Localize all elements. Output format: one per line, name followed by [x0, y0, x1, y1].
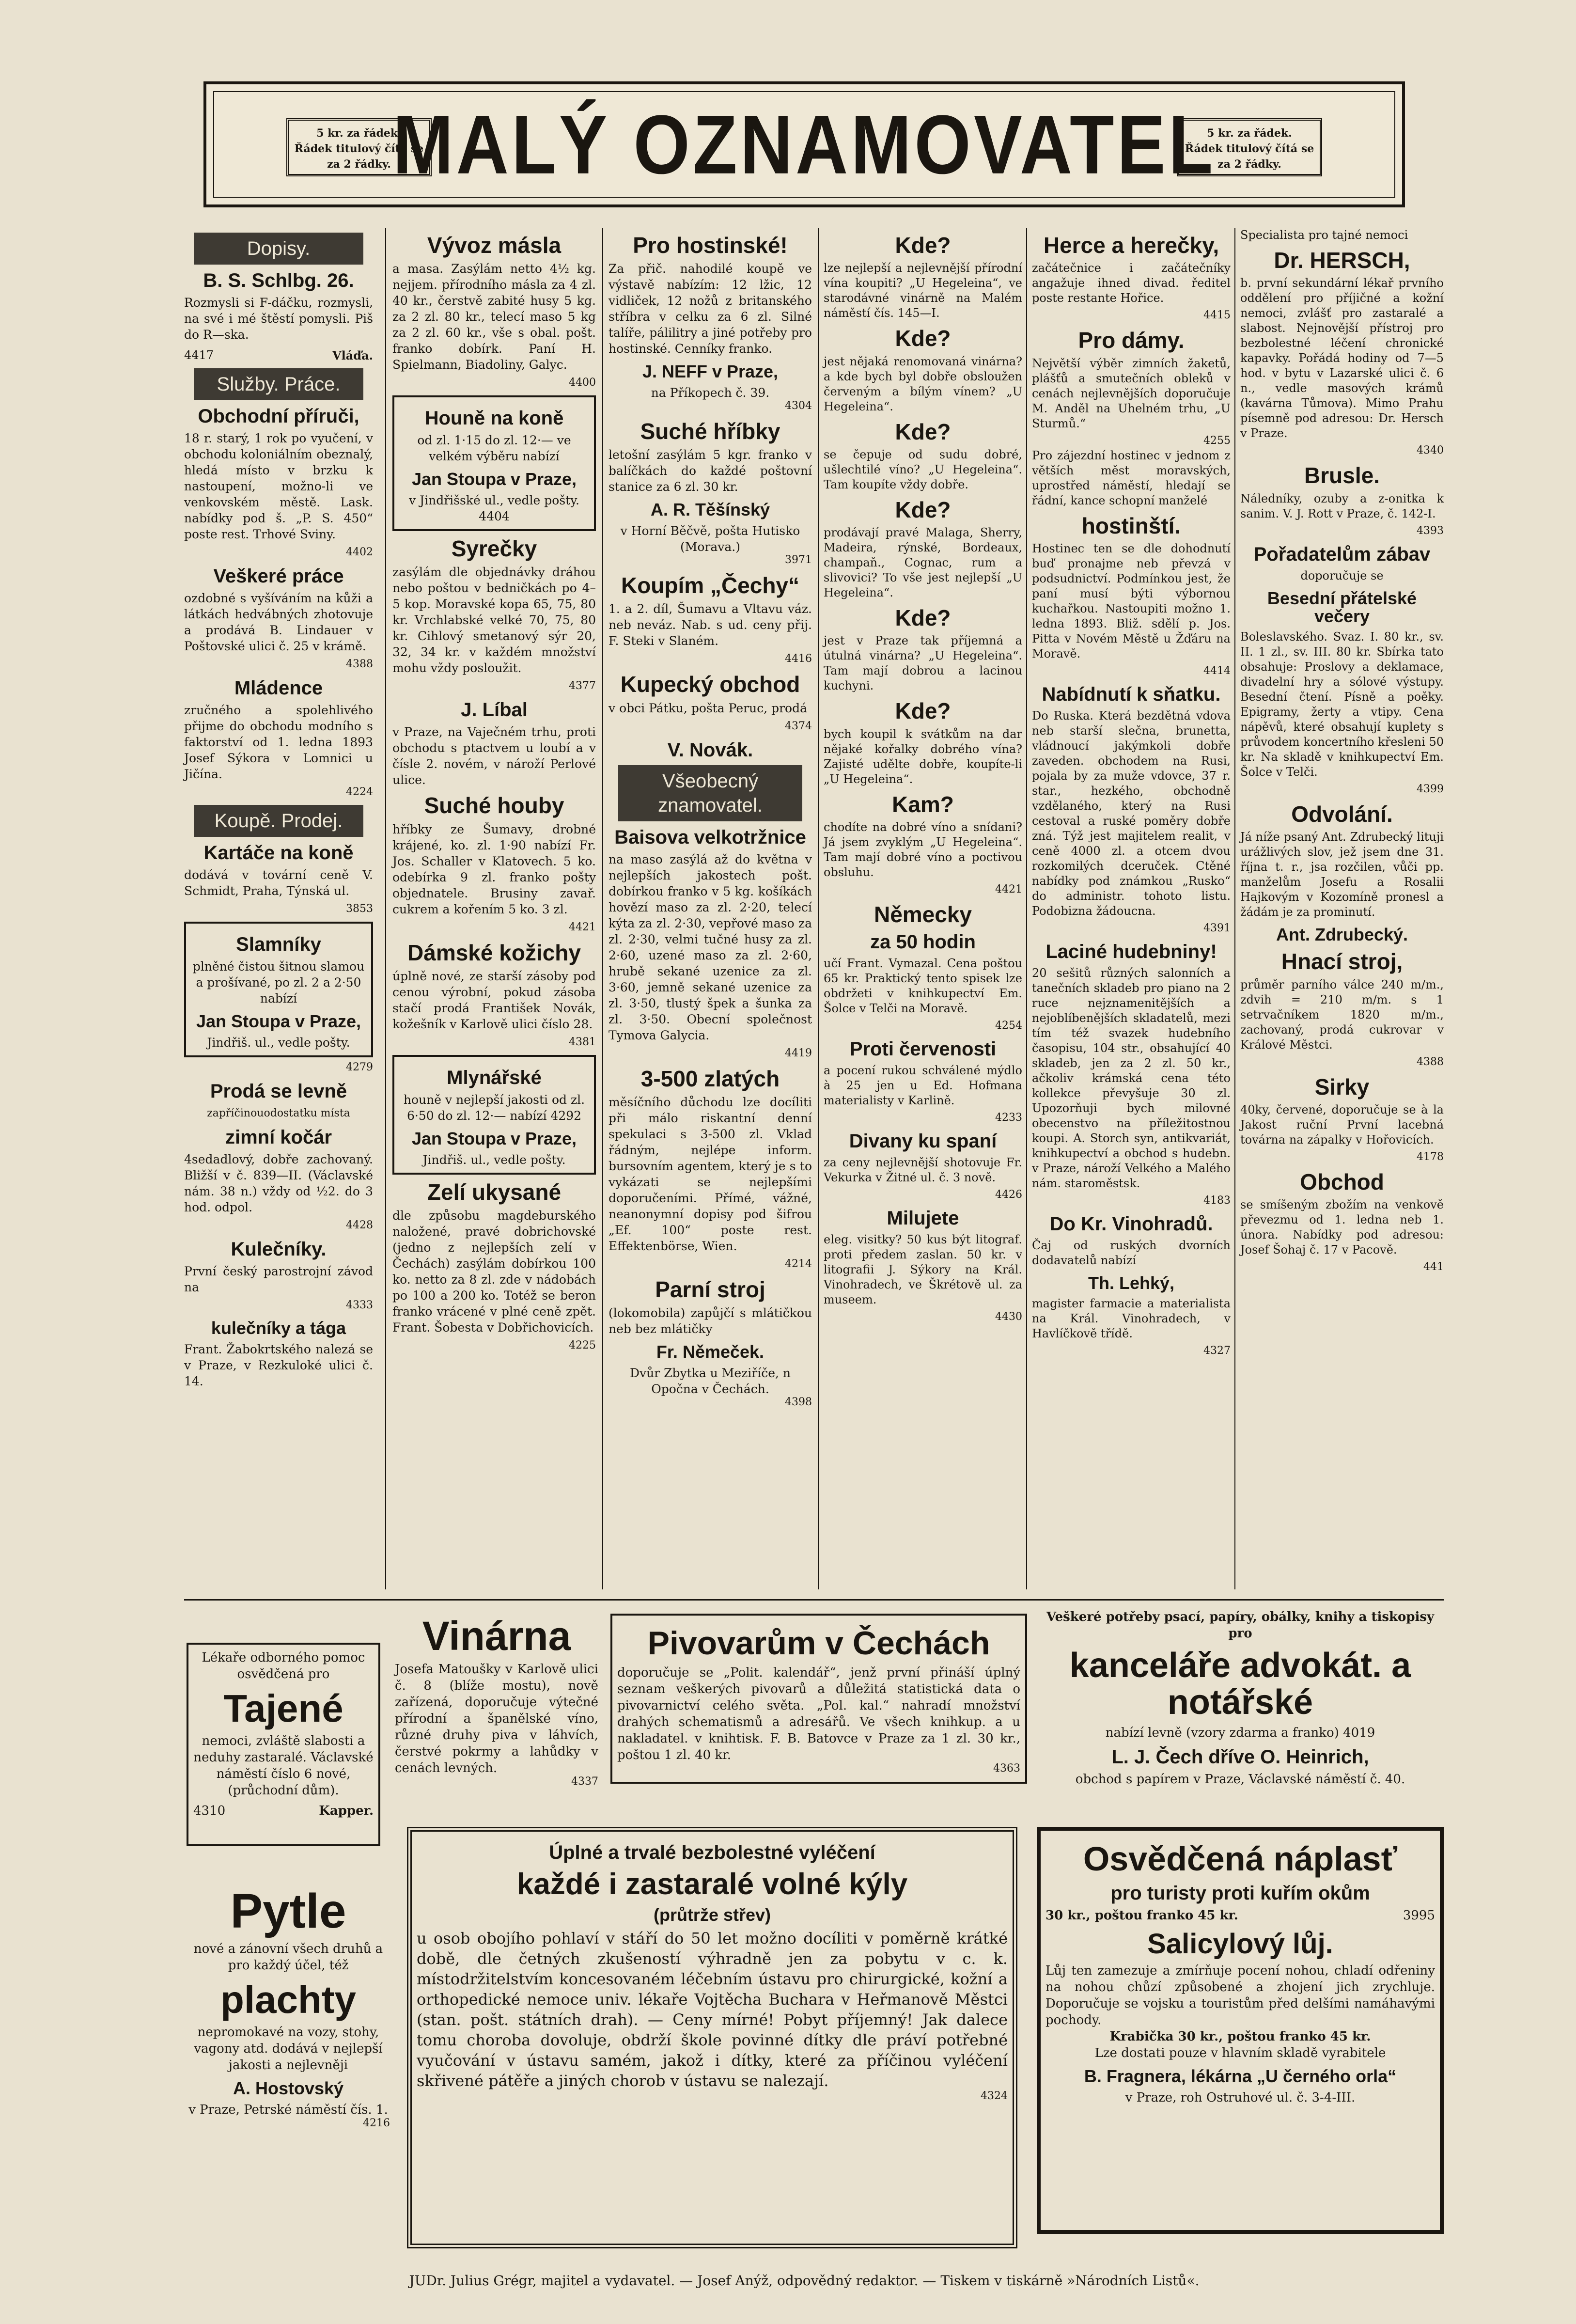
- ad-text: doporučuje se: [1300, 568, 1384, 582]
- ad-heading: zimní kočár: [225, 1126, 332, 1148]
- ad-address: v Jindřišské ul., vedle pošty. 4404: [409, 493, 579, 524]
- ad-text: Lékaře odborného pomoc osvědčená pro: [202, 1650, 365, 1681]
- ad-heading: Do Kr. Vinohradů.: [1049, 1213, 1213, 1235]
- ad-number: 441: [1423, 1261, 1444, 1273]
- ad-heading: Nabídnutí k sňatku.: [1042, 683, 1221, 705]
- ad-number: 4419: [785, 1047, 812, 1059]
- ad-address: na Příkopech č. 39.: [651, 386, 770, 400]
- price-line: 5 kr. za řádek.: [1207, 127, 1292, 140]
- ad-number: 4324: [981, 2089, 1008, 2102]
- ad-text: jest nějaká renomovaná vinárna? a kde bych byl dobře obsloužen červeným a bílým vínem? „U Hegeleina“.: [824, 354, 1022, 413]
- ad-heading: Houně na koně: [424, 408, 564, 429]
- ad-heading: Německy: [874, 902, 972, 927]
- ad-name: Jan Stoupa v Praze,: [196, 1011, 361, 1031]
- ad-text: jest v Praze tak příjemná a útulná vinárna? „U Hegeleina“. Tam mají dobrou a lacinou kuchyni.: [824, 634, 1022, 693]
- ad-number: 4421: [569, 921, 596, 933]
- ad-signature: Kapper.: [319, 1804, 374, 1818]
- ad-heading: Dámské kožichy: [407, 940, 581, 965]
- ad-address: v Horní Běčvě, pošta Hutisko (Morava.): [620, 524, 800, 554]
- ad-heading: za 50 hodin: [870, 931, 976, 953]
- ad-text: lze nejlepší a nejlevnější přírodní vína koupiti? „U Hegeleina“, ve starodávné vinárně na Malém náměstí čís. 145—I.: [824, 261, 1022, 320]
- ad-text: na maso zasýlá až do května v nejlepších jakostech pošt. dobírkou franko v 5 kg. košíkách hovězí maso za zl. 2·20, telecí kýta za zl. 2·30, vepřové maso za zl. 2·30, velmi tučné husy za zl. 2·60, uzené maso za zl. 2·60, hrubě sekané uzenice za zl. 3·60, jemně sekané uzenice za zl. 3·50, tlustý špek a šunka za zl. 3·50. Obecní společnost Tymova Galycia.: [609, 852, 812, 1042]
- ad-number: 4214: [785, 1258, 812, 1271]
- ad-number: 3971: [785, 554, 812, 566]
- column-rule: [1026, 228, 1027, 1589]
- ad-address: v Praze, Petrské náměstí čís. 1.: [188, 2102, 388, 2117]
- ad-heading: Zelí ukysané: [427, 1179, 562, 1205]
- ad-heading: Pivovarům v Čechách: [647, 1625, 990, 1662]
- ad-text: 20 sešitů různých salonních a tanečních skladeb pro piano na 2 ruce nejznamenitějších a nejoblíbenějších skladatelů, mezi tím též svazek hudebního časopisu, 104 str., obsahující 40 skladeb, jen za 2 zl. 50 kr., ačkoliv krámská cena této kollekce převyšuje 30 zl. Upozorňuji bych milovné obecenstvo na příležitostnou koupi. A. Storch syn, antikvariát, knihkupectví a obchod s hudebn. v Praze, nároží Velkého a Malého nám. staroměstsk.: [1032, 966, 1231, 1190]
- price-box-right: [1177, 118, 1322, 176]
- ad-number: 4377: [569, 680, 596, 692]
- ad-heading: Suché houby: [424, 793, 564, 818]
- ad-text: 40ky, červené, doporučuje se à la Jakost ruční První lacebná továrna na zápalky v Hořovicích.: [1240, 1102, 1444, 1146]
- ad-heading: Slamníky: [236, 934, 321, 955]
- ad-text: průměr parního válce 240 m/m., zdvih = 210 m/m. s 1 setrvačníkem 1820 m/m., zachovaný, prodá cukrovar v Králové Městci.: [1240, 977, 1444, 1052]
- ad-heading: Kupecký obchod: [620, 672, 800, 697]
- ad-text: ozdobné s vyšíváním na kůži a látkách hedvábných zhotovuje a prodává B. Lindauer v Poštovské ulici č. 25 v krámě.: [184, 591, 373, 653]
- ad-text: Frant. Žabokrtského nalezá se v Praze, v Rezkuloké ulici č. 14.: [184, 1342, 373, 1388]
- ad-text: hříbky ze Šumavy, drobné krájené, ko. zl. 1·90 nabízí Fr. Jos. Schaller v Klatovech. 5 ko. odebírka 9 zl. franko pošty objednatele. Brusiny zavař. cukrem a kořením 5 ko. 3 zl.: [392, 822, 596, 916]
- ad-heading: Pro hostinské!: [633, 233, 788, 258]
- ad-text: Veškeré potřeby psací, papíry, obálky, knihy a tiskopisy pro: [1046, 1610, 1435, 1641]
- ad-text: za ceny nejlevnější shotovuje Fr. Vekurka v Žitné ul. č. 3 nově.: [824, 1156, 1022, 1185]
- masthead: [203, 81, 1405, 207]
- ad-heading: Kde?: [895, 326, 951, 351]
- ad-text: zasýlám dle objednávky dráhou nebo poštou v bedničkách po 4–5 kop. Moravské kopa 65, 75, 80 kr. Vrchlabské velké 70, 75, 80 kr. Cihlový smetanový sýr 20, 32, 34 kr. v každém množství mohu vždy posloužit.: [392, 565, 596, 675]
- ad-name: B. Fragnera, lékárna „U černého orla“: [1084, 2066, 1397, 2087]
- column-2: [392, 228, 596, 1353]
- ad-text: Lze dostati pouze v hlavním skladě vyrabitele: [1094, 2046, 1386, 2061]
- ad-price: Krabička 30 kr., poštou franko 45 kr.: [1109, 2029, 1371, 2044]
- ad-number: 4233: [995, 1112, 1022, 1124]
- doctor-ad: [187, 1643, 380, 1846]
- ad-number: 4304: [785, 400, 812, 412]
- ad-text: plněné čistou šitnou slamou a prošívané, po zl. 2 a 2·50 nabízí: [192, 959, 365, 1005]
- ad-number: 4417: [184, 348, 214, 362]
- ad-text: Hostinec ten se dle dohodnutí buď pronajme neb převzá v podsudnictví. Podmínkou jest, že paní musí býti výbornou kuchařkou. Nastoupiti možno 1. ledna 1893. Bliž. sdělí p. Jos. Pitta v Novém Městě u Žďáru na Moravě.: [1032, 541, 1231, 660]
- ad-heading: kanceláře advokát. a notářské: [1069, 1646, 1411, 1722]
- ad-text: Do Ruska. Která bezdětná vdova neb starší slečna, brunetta, vládnoucí jakýmkoli dobře zaveden. obchodem na Rusi, pojala by za muže vdovce, 37 r. star., hezkého, obchodně vzdělaného, který na Rusi cestoval a ruské poměry dobře zná. Týž jest majitelem realit, v ceně 4000 zl. a otcem dvou rozkomilých dceruček. Ctěné nabídky pod známkou „Rusko“ do administr. tohoto listu. Podobizna žádoucna.: [1032, 708, 1231, 918]
- ad-heading: Kde?: [895, 605, 951, 631]
- ad-signature: Vláďa.: [332, 348, 373, 362]
- ad-number: 3995: [1403, 1908, 1435, 1923]
- ad-text: 1. a 2. díl, Šumavu a Vltavu váz. neb neváz. Nab. s ud. ceny přij. F. Steki v Slaném.: [609, 602, 812, 648]
- ad-name: V. Novák.: [667, 739, 753, 761]
- ad-heading: Mládence: [234, 677, 323, 699]
- ad-number: 4428: [346, 1219, 373, 1231]
- ad-text: nové a zánovní všech druhů a pro každý účel, též: [193, 1942, 383, 1973]
- ad-heading: Syrečky: [451, 536, 537, 562]
- ad-address: v Praze, roh Ostruhové ul. č. 3-4-III.: [1125, 2090, 1356, 2105]
- ad-number: 4183: [1203, 1194, 1231, 1207]
- ad-text: [1037, 1725, 1444, 1741]
- ad-number: 4333: [346, 1299, 373, 1311]
- ad-text: nemoci, zvláště slabosti a neduhy zastaralé. Václavské náměstí číslo 6 nové, (průchodní dům).: [193, 1734, 374, 1798]
- ad-number: 4224: [346, 786, 373, 798]
- ad-address: Jindřiš. ul., vedle pošty.: [207, 1035, 350, 1050]
- ad-subtitle: (průtrže střev): [653, 1905, 771, 1925]
- ad-text: dodává v tovární ceně V. Schmidt, Praha, Týnská ul.: [184, 868, 373, 898]
- ad-text: doporučuje se „Polit. kalendář“, jenž první přináší úplný seznam veškerých pivovarů a důležitá statistická data o pivovarnictví celého světa. „Pol. kal.“ nahradí množství drahých schematismů a adresářů. Ve všech knihkup. a u nakladatel. v knihtisk. F. B. Batovce v Praze za 1 zl. 30 kr., poštou 1 zl. 40 kr.: [617, 1665, 1020, 1763]
- ad-text: učí Frant. Vymazal. Cena poštou 65 kr. Praktický tento spisek lze obdržeti v knihkupectví Em. Šolce v Telči na Moravě.: [824, 957, 1022, 1016]
- ad-address: Jindřiš. ul., vedle pošty.: [422, 1152, 566, 1167]
- price-line: 5 kr. za řádek.: [316, 127, 402, 140]
- ad-number: 4426: [995, 1189, 1022, 1201]
- column-6: [1240, 228, 1444, 1274]
- ad-number: 4327: [1203, 1344, 1231, 1357]
- ad-name: J. NEFF v Praze,: [642, 361, 779, 382]
- ad-heading: Kulečníky.: [231, 1238, 327, 1260]
- ad-name: Jan Stoupa v Praze,: [411, 469, 577, 489]
- naplast-ad: [1037, 1827, 1444, 2234]
- column-3: [609, 228, 812, 1410]
- ad-heading: Salicylový lůj.: [1147, 1928, 1333, 1960]
- ad-number: 4430: [995, 1311, 1022, 1323]
- ad-heading: Vinárna: [422, 1613, 571, 1659]
- ad-text: úplně nové, ze starší zásoby pod cenou výrobní, pokud zásoba stačí prodá František Novák, kožešník v Karlově ulici číslo 28.: [392, 969, 596, 1031]
- ad-text: magister farmacie a materialista na Král. Vinohradech, v Havlíčkově třídě.: [1032, 1296, 1231, 1340]
- ad-price: 30 kr., poštou franko 45 kr.: [1045, 1908, 1238, 1923]
- ad-text: Náledníky, ozuby a z-onitka k sanim. V. J. Rott v Praze, č. 142-I.: [1240, 491, 1444, 520]
- ad-text: prodávají pravé Malaga, Sherry, Madeira, rýnské, Bordeaux, champaň., Cognac, rum a slivovici? To vše jest nejlepší „U Hegeleina“.: [824, 526, 1022, 600]
- ad-text: 18 r. starý, 1 rok po vyučení, v obchodu koloniálním obeznalý, hledá místo v brzku k nastoupení, možno-li ve venkovském městě. Lask. nabídky pod š. „P. S. 450“ poste rest. Trhové Sviny.: [184, 431, 373, 541]
- ad-text: a pocení rukou schválené mýdlo à 25 jen u Ed. Hofmana materialisty v Karlině.: [824, 1064, 1022, 1108]
- ad-number: 4216: [363, 2117, 390, 2129]
- ad-heading: B. S. Schlbg. 26.: [203, 270, 354, 291]
- ad-heading: Veškeré práce: [213, 565, 344, 587]
- ad-text: chodíte na dobré víno a snídani? Já jsem zvyklým „U Hegeleina“. Tam mají dobré víno a poctivou obsluhu.: [824, 820, 1022, 879]
- ad-heading: Milujete: [887, 1208, 959, 1229]
- ad-name: A. Hostovský: [233, 2078, 344, 2098]
- ad-number: 4398: [785, 1396, 812, 1409]
- ad-heading: Suché hříbky: [640, 419, 780, 444]
- ad-text: (lokomobila) zapůjčí s mlátičkou neb bez mlátičky: [609, 1306, 812, 1336]
- ad-heading: Sirky: [1314, 1074, 1370, 1099]
- kyly-ad: [407, 1827, 1017, 2248]
- ad-heading: Parní stroj: [655, 1277, 765, 1303]
- ad-number: 4416: [785, 653, 812, 665]
- ad-heading: každé i zastaralé volné kýly: [516, 1868, 908, 1901]
- framed-ad: [392, 1055, 596, 1175]
- imprint: JUDr. Julius Grégr, majitel a vydavatel. — Josef Anýž, odpovědný redaktor. — Tiskem v tiskárně »Národních Listů«.: [409, 2273, 1200, 2289]
- framed-ad: [184, 922, 373, 1057]
- ad-text: Největší výběr zimních žaketů, plášťů a smutečních obleků v cenách nejlevnějších doporučuje M. Anděl na Uhelném trhu, „U Sturmů.“: [1032, 356, 1231, 430]
- ad-text: měsíčního důchodu lze docíliti při málo riskantní denní spekulaci s 3-500 zl. Vklad řádným, nejlépe inform. bursovním agentem, který je s to vykázati se nejlepšími doporučeními. Přímé, vážné, neanonymní dopisy pod šifrou „Ef. 100“ poste rest. Effektenbörse, Wien.: [609, 1095, 812, 1254]
- ad-number: 4388: [346, 658, 373, 670]
- ad-text: Specialista pro tajné nemoci: [1240, 228, 1408, 242]
- ad-heading: Obchod: [1300, 1169, 1384, 1194]
- ad-text: bych koupil k svátkům na dar nějaké kořalky dobrého vína? Zajisté udělte dobře, koupíte-li „U Hegeleina“.: [824, 727, 1022, 786]
- ad-text: nepromokavé na vozy, stohy, vagony atd. dodává v nejlepší jakosti a nejlevněji: [194, 2025, 383, 2073]
- ad-heading: Kam?: [892, 791, 954, 817]
- ad-text: od zl. 1·15 do zl. 12·— ve velkém výběru nabízí: [417, 433, 571, 464]
- ad-text: První český parostrojní závod na: [184, 1264, 373, 1294]
- ad-number: 4391: [1203, 922, 1231, 934]
- ad-text: se čepuje od sudu dobré, ušlechtilé víno? „U Hegeleina“. Tam koupíte vždy dobře.: [824, 447, 1022, 491]
- ad-heading: Brusle.: [1304, 463, 1380, 488]
- ad-heading: Odvolání.: [1291, 801, 1393, 827]
- ad-text: eleg. visitky? 50 kus být litograf. proti předem zaslan. 50 kr. v litografii J. Sýkory na Král. Vinohradech, ve Škrétově ul. za museem.: [824, 1233, 1022, 1307]
- ad-number: 4414: [1203, 664, 1231, 677]
- ad-heading: Kde?: [895, 698, 951, 724]
- ad-text: nabízí levně (vzory zdarma a franko): [1105, 1726, 1339, 1741]
- price-line: Řádek titulový čítá se: [294, 142, 424, 155]
- ad-number: 4225: [569, 1339, 596, 1352]
- ad-text: Pro zájezdní hostinec v jednom z větších měst moravských, uprostřed náměstí, hledají se řádní, kance schopní manželé: [1032, 448, 1231, 507]
- ad-number: 4337: [571, 1775, 598, 1788]
- ad-heading: Herce a herečky,: [1043, 233, 1219, 258]
- ad-number: 4363: [993, 1762, 1020, 1775]
- ad-number: 4279: [346, 1061, 373, 1073]
- pytle-ad: [187, 1880, 390, 2132]
- ad-number: 4178: [1417, 1150, 1444, 1163]
- ad-text: Rozmysli si F-dáčku, rozmysli, na své i mé štěstí pomysli. Piš do R—ska.: [184, 296, 373, 342]
- ad-heading: Prodá se levně: [210, 1080, 347, 1102]
- ad-text: v obci Pátku, pošta Peruc, prodá: [609, 701, 807, 715]
- ad-text: začátečnice i začátečníky angažuje ihned divad. ředitel poste restante Hořice.: [1032, 261, 1231, 305]
- ad-signature: Ant. Zdrubecký.: [1276, 925, 1408, 945]
- ad-heading: Besední přátelské večery: [1267, 588, 1417, 627]
- ad-name: Fr. Němeček.: [656, 1342, 765, 1362]
- ad-number: 4393: [1417, 524, 1444, 537]
- ad-heading: Úplné a trvalé bezbolestné vyléčení: [549, 1842, 875, 1863]
- ad-heading: Pro dámy.: [1078, 328, 1185, 353]
- ad-footer: [193, 1803, 374, 1819]
- ad-number: 4340: [1417, 444, 1444, 457]
- ad-heading: Baisova velkotržnice: [614, 826, 806, 848]
- ad-footer: [1045, 1907, 1435, 1924]
- vinarna-ad: [395, 1609, 598, 1790]
- ad-heading: Proti červenosti: [849, 1038, 997, 1060]
- ad-subtitle: zapříčinouodostatku místa: [207, 1107, 350, 1119]
- ad-heading: plachty: [220, 1978, 357, 2021]
- ad-text: se smíšeným zbožím na venkově převezmu od 1. ledna neb 1. února. Nabídky pod adresou: Josef Šohaj č. 17 v Pacově.: [1240, 1198, 1444, 1257]
- ad-heading: Osvědčená náplasť: [1083, 1840, 1398, 1878]
- ad-text: zručného a spolehlivého přijme do obchodu modního s faktorství od 1. ledna 1893 Josef Sýkora v Lomnici u Jičína.: [184, 703, 373, 781]
- column-4: [824, 228, 1022, 1324]
- ad-text: b. první sekundární lékař prvního oddělení pro příjičné a kožní nemoci, zvlášť pro zastaralé a slabost. Nejnovější přístroj pro bezbolestné léčení chronické kapavky. Pořádá hodiny od 7—5 hod. v bytu v Lazarské ulici č. 6 n., vedle masových krámů (kavárna Tůmova). Mimo Prahu písemně pod adresou: Dr. Hersch v Praze.: [1240, 276, 1444, 440]
- ad-text: Lůj ten zamezuje a zmírňuje pocení nohou, chladí odřeniny na nohou chůzí způsobené a zhojení jich zrychluje. Doporučuje se vojsku a touristům před delšími namáhavými pochody.: [1045, 1963, 1435, 2028]
- ad-text: Čaj od ruských dvorních dodavatelů nabízí: [1032, 1238, 1231, 1267]
- column-5: [1032, 228, 1231, 1358]
- ad-heading: Kde?: [895, 497, 951, 522]
- ad-name: Jan Stoupa v Praze,: [411, 1128, 577, 1148]
- ad-heading: Hnací stroj,: [1281, 949, 1403, 974]
- ad-text: dle způsobu magdeburského naložené, pravé dobrichovské (jedno z nejlepších zelí v Čechách) zasýlám dobírkou 100 ko. netto za 8 zl. zde v nádobách po 100 a 200 ko. Totéž se beron franko vrácené v plné ceně zpět. Frant. Šobesta v Dobřichovicích.: [392, 1209, 596, 1335]
- column-rule: [1234, 228, 1235, 1589]
- section-badge-sluzby: Služby. Práce.: [194, 368, 363, 400]
- column-rule: [818, 228, 819, 1589]
- framed-ad: [392, 395, 596, 531]
- pivovar-ad: [610, 1614, 1027, 1784]
- column-rule: [602, 228, 603, 1589]
- ad-text: letošní zasýlám 5 kgr. franko v balíčkách do každé poštovní stanice za 6 zl. 30 kr.: [609, 448, 812, 494]
- ad-number: 4381: [569, 1036, 596, 1048]
- ad-text: Za přič. nahodilé koupě ve výstavě nabízím: 12 lžic, 12 vidliček, 12 nožů z britanského stříbra v celku za 6 zl. Silné talíře, pálilitry a jiné potřeby pro hostinské. Cenníky franko.: [609, 262, 812, 356]
- ad-heading: J. Líbal: [461, 699, 528, 721]
- ad-number: 4400: [569, 377, 596, 389]
- column-1: [184, 228, 373, 1394]
- ad-number: 4310: [193, 1804, 226, 1818]
- ad-text: a masa. Zasýlám netto 4½ kg. nejjem. přírodního másla za 4 zl. 40 kr., čerstvě zabité husy 5 kg. za 2 zl. 80 kr., telecí maso 5 kg za 2 zl. 60 kr., vše s obal. pošt. franko dobírk. Paní H. Spielmann, Biadoliny, Galyc.: [392, 262, 596, 372]
- ad-text: Já níže psaný Ant. Zdrubecký lituji urážlivých slov, jež jsem dne 31. října t. r., jsa rozčilen, vůči pp. manželům Josefu a Rosalii Hajkovým v Kozomíně pronesl a žádám je za prominutí.: [1240, 830, 1444, 919]
- ad-number: 4019: [1343, 1726, 1375, 1741]
- price-line: Řádek titulový čítá se: [1185, 142, 1314, 155]
- ad-number: 4421: [995, 883, 1022, 896]
- ad-address: Dvůr Zbytka u Meziříče, n Opočna v Čechách.: [629, 1366, 791, 1397]
- section-badge-koupe: Koupě. Prodej.: [194, 805, 363, 837]
- ad-number: 3853: [346, 903, 373, 915]
- ad-number: 4254: [995, 1020, 1022, 1032]
- ad-address: obchod s papírem v Praze, Václavské náměstí č. 40.: [1075, 1772, 1405, 1787]
- ad-heading: hostinští.: [1081, 513, 1181, 538]
- section-rule: [184, 1599, 1444, 1601]
- ad-text: Josefa Matoušky v Karlově ulici č. 8 (blíže mostu), nově zařízená, doporučuje výtečné přírodní a španělské víno, různé druhy piva v láhvích, čerstvé pokrmy a lahůdky v cenách levných.: [395, 1662, 598, 1776]
- ad-heading: Kde?: [895, 233, 951, 258]
- price-line: za 2 řádky.: [327, 158, 391, 171]
- price-line: za 2 řádky.: [1217, 158, 1281, 171]
- ad-name: A. R. Těšínský: [650, 500, 770, 520]
- ad-text: pro turisty proti kuřím okům: [1110, 1882, 1370, 1904]
- ad-text: Boleslavského. Svaz. I. 80 kr., sv. II. 1 zl., sv. III. 80 kr. Sbírka tato obsahuje: Proslovy a deklamace, divadelní hry a sólové výstupy. Besední čtení. Písně a poěky. Epigramy, žerty a vtipy. Cena nápěvů, které obsahují kuplety s průvodem koncertního křesleni 50 kr. Na skladě v knihkupectví Em. Šolce v Telči.: [1240, 630, 1444, 779]
- ad-number: 4374: [785, 720, 812, 732]
- ad-footer: [184, 347, 373, 363]
- ad-heading: Kde?: [895, 419, 951, 444]
- ad-heading: Obchodní příruči,: [198, 406, 359, 427]
- ad-name: L. J. Čech dříve O. Heinrich,: [1111, 1746, 1369, 1768]
- ad-heading: 3-500 zlatých: [640, 1066, 780, 1091]
- ad-number: 4388: [1417, 1055, 1444, 1068]
- section-badge-oznamovatel: Všeobecný znamovatel.: [618, 765, 802, 821]
- ad-heading: Laciné hudebniny!: [1045, 941, 1217, 962]
- ad-text: v Praze, na Vaječném trhu, proti obchodu s ptactvem u loubí a v čísle 2. novém, v nároží Perlové ulice.: [392, 725, 596, 787]
- ad-heading: Koupím „Čechy“: [621, 573, 800, 598]
- ad-number: 4399: [1417, 783, 1444, 796]
- ad-heading: Pytle: [230, 1884, 346, 1938]
- ad-number: 4255: [1203, 434, 1231, 447]
- ad-number: 4402: [346, 546, 373, 558]
- column-rule: [385, 228, 386, 1589]
- ad-heading: Vývoz másla: [427, 233, 562, 258]
- ad-name: Th. Lehký,: [1088, 1272, 1175, 1293]
- ad-heading: Dr. HERSCH,: [1274, 248, 1410, 273]
- ad-number: 4415: [1203, 309, 1231, 322]
- masthead-title: MALÝ OZNAMOVATEL: [392, 97, 1216, 191]
- ad-heading: Divany ku spaní: [849, 1131, 997, 1152]
- ad-text: 4sedadlový, dobře zachovaný. Bližší v č. 839—II. (Václavské nám. 38 n.) vždy od ½2. do 3 hod. odpol.: [184, 1152, 373, 1214]
- ad-heading: Kartáče na koně: [203, 842, 354, 864]
- ad-heading: Tajené: [223, 1687, 343, 1730]
- kancelar-ad: [1037, 1609, 1444, 1788]
- section-badge-dopisy: Dopisy.: [194, 233, 363, 265]
- ad-heading: Mlynářské: [447, 1067, 542, 1088]
- ad-text: houně v nejlepší jakosti od zl. 6·50 do zl. 12·— nabízí 4292: [403, 1092, 585, 1123]
- ad-heading: Pořadatelům zábav: [1253, 543, 1431, 565]
- ad-heading: kulečníky a tága: [211, 1318, 346, 1338]
- ad-text: u osob obojího pohlaví v stáří do 50 let možno docíliti v poměrně krátké době, dle četných zkušeností výhradně jen za pobytu v c. k. místodržitelstvím koncesovaném léčebním ústavu pro chirurgické, kožní a orthopedické nemoce univ. lékaře Vojtěcha Buchara v Heřmanově Městci (stan. pošt. státních drah). — Ceny mírné! Pobyt příjemný! Jak dalece tomu choroba dovoluje, obdrží škole povinné dítky dle práví potřebné vyučování v ústavu samém, jakož i dítky, které za příčinou vyléčení skřivené pátěře a jiných chorob v ústavu se nalezají.: [417, 1929, 1008, 2090]
